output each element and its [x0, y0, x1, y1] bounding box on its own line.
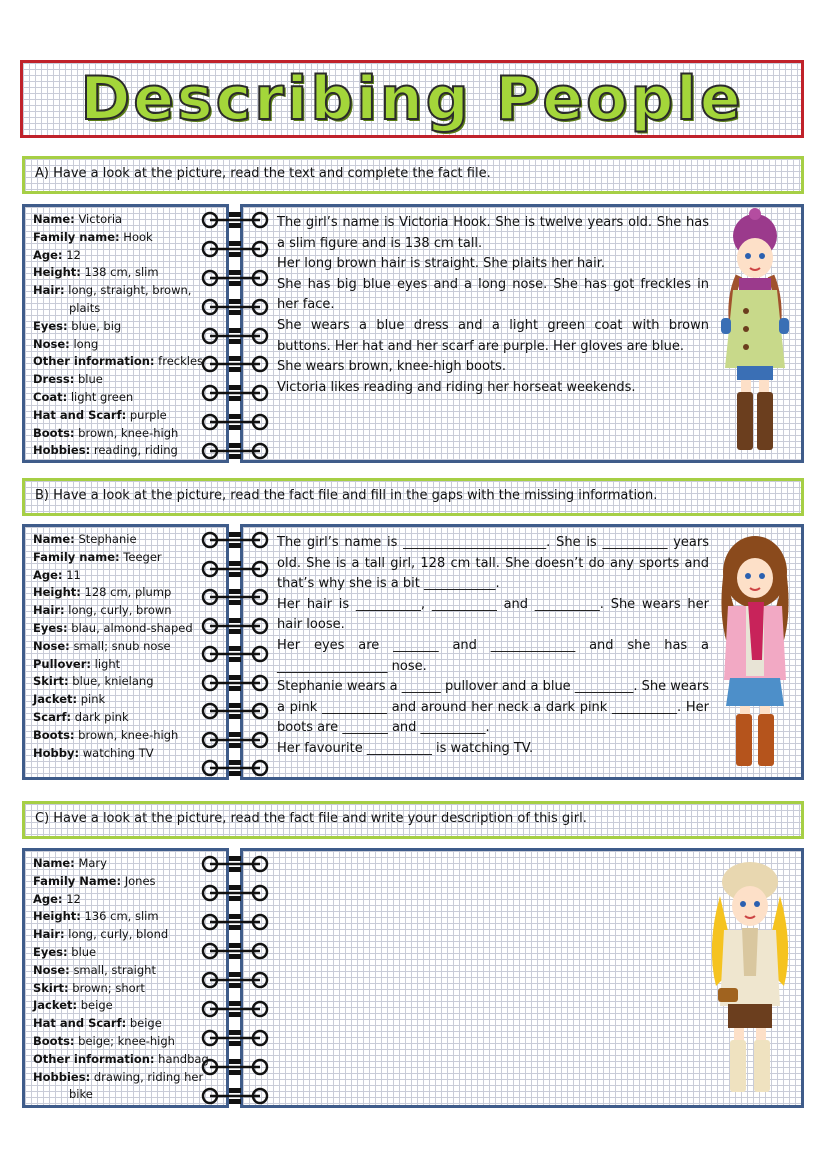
- spiral-ring: [200, 999, 270, 1019]
- fact-key: Hobbies:: [33, 443, 91, 458]
- fact-row: [33, 908, 220, 926]
- fact-row: [33, 353, 220, 371]
- fact-row: [33, 371, 220, 389]
- spiral-ring: [200, 941, 270, 961]
- fact-key: Nose:: [33, 962, 70, 977]
- fact-value: blue: [71, 944, 97, 959]
- fact-value: 12: [66, 891, 81, 906]
- text-paragraph: The girl’s name is Victoria Hook. She is twelve years old. She has a slim figure and is 138 cm tall.: [277, 215, 709, 251]
- fact-key: Scarf:: [33, 709, 72, 724]
- text-paragraph: Her eyes are _______ and _____________ and she has a _________________ nose.: [277, 637, 709, 674]
- fact-key: Hat and Scarf:: [33, 407, 127, 422]
- fact-value: 11: [66, 567, 81, 582]
- fact-row: [33, 549, 220, 567]
- fact-key: Height:: [33, 585, 81, 600]
- fact-key: Age:: [33, 891, 63, 906]
- girl-mary-illustration: [702, 856, 798, 1096]
- fact-row: [33, 944, 220, 962]
- fact-value: handbag: [158, 1051, 209, 1066]
- fact-key: Other information:: [33, 354, 155, 369]
- text-paragraph: She wears a blue dress and a light green coat with brown buttons. Her hat and her scarf are purple. Her gloves are blue.: [277, 317, 709, 354]
- fact-value: light green: [70, 389, 134, 404]
- fact-value: 136 cm, slim: [84, 909, 159, 924]
- fact-key: Family Name:: [33, 873, 122, 888]
- fact-row: [33, 425, 220, 443]
- text-paragraph: The girl’s name is ______________________. She is __________ years old. She is a tall girl, 128 cm tall. She doesn’t do any sports and that’s why she is a bit ___________.: [277, 535, 709, 592]
- fact-value: long, straight, brown,: [68, 283, 192, 298]
- fact-value: small; snub nose: [73, 638, 171, 653]
- fact-value: long, curly, brown: [68, 603, 172, 618]
- spiral-ring: [200, 354, 270, 374]
- fact-row: [33, 745, 220, 763]
- fact-row: [33, 1086, 220, 1104]
- fact-row: [33, 407, 220, 425]
- fact-value: purple: [129, 407, 167, 422]
- fact-row: [33, 318, 220, 336]
- fact-row: [33, 656, 220, 674]
- fact-key: Hair:: [33, 283, 65, 298]
- spiral-ring: [200, 441, 270, 461]
- spiral-ring: [200, 758, 270, 778]
- fact-key: Jacket:: [33, 998, 78, 1013]
- spiral-ring: [200, 883, 270, 903]
- fact-value: brown; short: [72, 980, 145, 995]
- spiral-ring: [200, 239, 270, 259]
- fact-row: [33, 997, 220, 1015]
- fact-row: [33, 300, 220, 318]
- fact-key: Family name:: [33, 549, 120, 564]
- fact-value: pink: [80, 692, 106, 707]
- fact-row: [33, 567, 220, 585]
- fact-row: [33, 673, 220, 691]
- fact-row: [33, 531, 220, 549]
- fact-row: [33, 336, 220, 354]
- gap-fill-text-b: [277, 533, 709, 760]
- fact-row: [33, 389, 220, 407]
- spiral-ring: [200, 268, 270, 288]
- fact-key: Jacket:: [33, 692, 78, 707]
- fact-key: Skirt:: [33, 674, 69, 689]
- fact-key: Hobby:: [33, 745, 80, 760]
- fact-key: Age:: [33, 247, 63, 262]
- fact-row: [33, 855, 220, 873]
- fact-value: Hook: [123, 229, 153, 244]
- fact-key: Coat:: [33, 389, 68, 404]
- fact-value: Teeger: [123, 549, 162, 564]
- fact-value: freckles: [158, 354, 204, 369]
- fact-key: Skirt:: [33, 980, 69, 995]
- fact-key: Boots:: [33, 1033, 75, 1048]
- spiral-ring: [200, 673, 270, 693]
- fact-key: Name:: [33, 212, 75, 226]
- fact-value: beige: [129, 1016, 162, 1031]
- spiral-ring: [200, 1057, 270, 1077]
- fact-key: Eyes:: [33, 944, 68, 959]
- reading-text-a: [277, 213, 709, 398]
- title-banner: [20, 60, 804, 138]
- fact-row: [33, 264, 220, 282]
- fact-value: blue, knielang: [72, 674, 154, 689]
- spiral-ring: [200, 383, 270, 403]
- fact-key: Family name:: [33, 229, 120, 244]
- fact-key: Eyes:: [33, 620, 68, 635]
- fact-key: Hat and Scarf:: [33, 1016, 127, 1031]
- text-paragraph: Stephanie wears a ______ pullover and a blue _________. She wears a pink __________ and around her neck a dark pink __________. Her boots are _______ and __________.: [277, 679, 709, 736]
- fact-row: [33, 442, 220, 460]
- fact-row: [33, 1051, 220, 1069]
- fact-row: [33, 282, 220, 300]
- fact-value: watching TV: [82, 745, 154, 760]
- spiral-ring: [200, 1028, 270, 1048]
- fact-key: Pullover:: [33, 656, 91, 671]
- fact-value: brown, knee-high: [78, 727, 179, 742]
- fact-file-b: [22, 524, 229, 780]
- girl-victoria-illustration: [715, 208, 795, 454]
- instruction-c: C) Have a look at the picture, read the fact file and write your description of this girl.: [22, 801, 804, 839]
- fact-value: reading, riding: [93, 443, 178, 458]
- fact-key: Other information:: [33, 1051, 155, 1066]
- fact-row: [33, 691, 220, 709]
- fact-value: small, straight: [73, 962, 156, 977]
- text-paragraph: Her hair is __________, __________ and __________. She wears her hair loose.: [277, 596, 709, 633]
- spiral-ring: [200, 1086, 270, 1106]
- page-title: Describing People: [80, 64, 744, 134]
- fact-value: 128 cm, plump: [84, 585, 172, 600]
- fact-row: [33, 891, 220, 909]
- spiral-ring: [200, 587, 270, 607]
- fact-key: Hair:: [33, 927, 65, 942]
- text-paragraph: She has big blue eyes and a long nose. She has got freckles in her face.: [277, 276, 709, 313]
- fact-key: Dress:: [33, 372, 75, 387]
- fact-row: [33, 727, 220, 745]
- fact-value: bike: [69, 1087, 93, 1102]
- spiral-ring: [200, 559, 270, 579]
- fact-key: Name:: [33, 856, 75, 870]
- fact-value: long, curly, blond: [68, 927, 169, 942]
- fact-key: Nose:: [33, 638, 70, 653]
- spiral-binding-a: [200, 206, 270, 461]
- fact-file-a: [22, 204, 229, 463]
- spiral-binding-c: [200, 850, 270, 1106]
- spiral-ring: [200, 326, 270, 346]
- fact-value: blau, almond-shaped: [71, 620, 193, 635]
- fact-key: Nose:: [33, 336, 70, 351]
- instruction-a: A) Have a look at the picture, read the text and complete the fact file.: [22, 156, 804, 194]
- fact-value: 12: [66, 247, 81, 262]
- fact-row: [33, 926, 220, 944]
- fact-row: [33, 873, 220, 891]
- fact-key: Height:: [33, 909, 81, 924]
- spiral-ring: [200, 210, 270, 230]
- fact-row: [33, 1015, 220, 1033]
- spiral-ring: [200, 297, 270, 317]
- fact-value: 138 cm, slim: [84, 265, 159, 280]
- fact-value: drawing, riding her: [93, 1069, 204, 1084]
- text-paragraph: Victoria likes reading and riding her horseat weekends.: [277, 379, 636, 395]
- fact-row: [33, 247, 220, 265]
- spiral-ring: [200, 412, 270, 432]
- fact-row: [33, 709, 220, 727]
- fact-value: brown, knee-high: [78, 425, 179, 440]
- fact-row: [33, 584, 220, 602]
- fact-key: Eyes:: [33, 318, 68, 333]
- text-paragraph: Her long brown hair is straight. She plaits her hair.: [277, 256, 606, 272]
- spiral-ring: [200, 912, 270, 932]
- fact-value: Stephanie: [78, 532, 137, 546]
- fact-value: blue: [77, 372, 103, 387]
- spiral-ring: [200, 701, 270, 721]
- fact-key: Hair:: [33, 603, 65, 618]
- fact-key: Height:: [33, 265, 81, 280]
- fact-key: Hobbies:: [33, 1069, 91, 1084]
- fact-row: [33, 980, 220, 998]
- fact-value: dark pink: [74, 709, 129, 724]
- fact-value: Jones: [124, 873, 156, 888]
- fact-row: [33, 1033, 220, 1051]
- fact-row: [33, 602, 220, 620]
- fact-value: long: [73, 336, 99, 351]
- fact-value: Victoria: [78, 212, 123, 226]
- fact-value: beige; knee-high: [78, 1033, 175, 1048]
- fact-value: light: [94, 656, 121, 671]
- fact-value: blue, big: [71, 318, 122, 333]
- text-paragraph: Her favourite __________ is watching TV.: [277, 740, 534, 756]
- fact-value: beige: [80, 998, 113, 1013]
- spiral-ring: [200, 644, 270, 664]
- spiral-ring: [200, 530, 270, 550]
- fact-value: Mary: [78, 856, 107, 870]
- text-paragraph: She wears brown, knee-high boots.: [277, 359, 506, 375]
- spiral-ring: [200, 730, 270, 750]
- fact-key: Name:: [33, 532, 75, 546]
- fact-key: Age:: [33, 567, 63, 582]
- fact-key: Boots:: [33, 727, 75, 742]
- fact-key: Boots:: [33, 425, 75, 440]
- fact-value: plaits: [69, 300, 101, 315]
- fact-row: [33, 638, 220, 656]
- spiral-binding-b: [200, 526, 270, 778]
- spiral-ring: [200, 616, 270, 636]
- fact-row: [33, 229, 220, 247]
- instruction-b: B) Have a look at the picture, read the fact file and fill in the gaps with the missing information.: [22, 478, 804, 516]
- fact-row: [33, 1069, 220, 1087]
- fact-row: [33, 962, 220, 980]
- fact-file-c: [22, 848, 229, 1108]
- spiral-ring: [200, 854, 270, 874]
- fact-row: [33, 620, 220, 638]
- girl-stephanie-illustration: [712, 530, 798, 770]
- fact-row: [33, 211, 220, 229]
- spiral-ring: [200, 970, 270, 990]
